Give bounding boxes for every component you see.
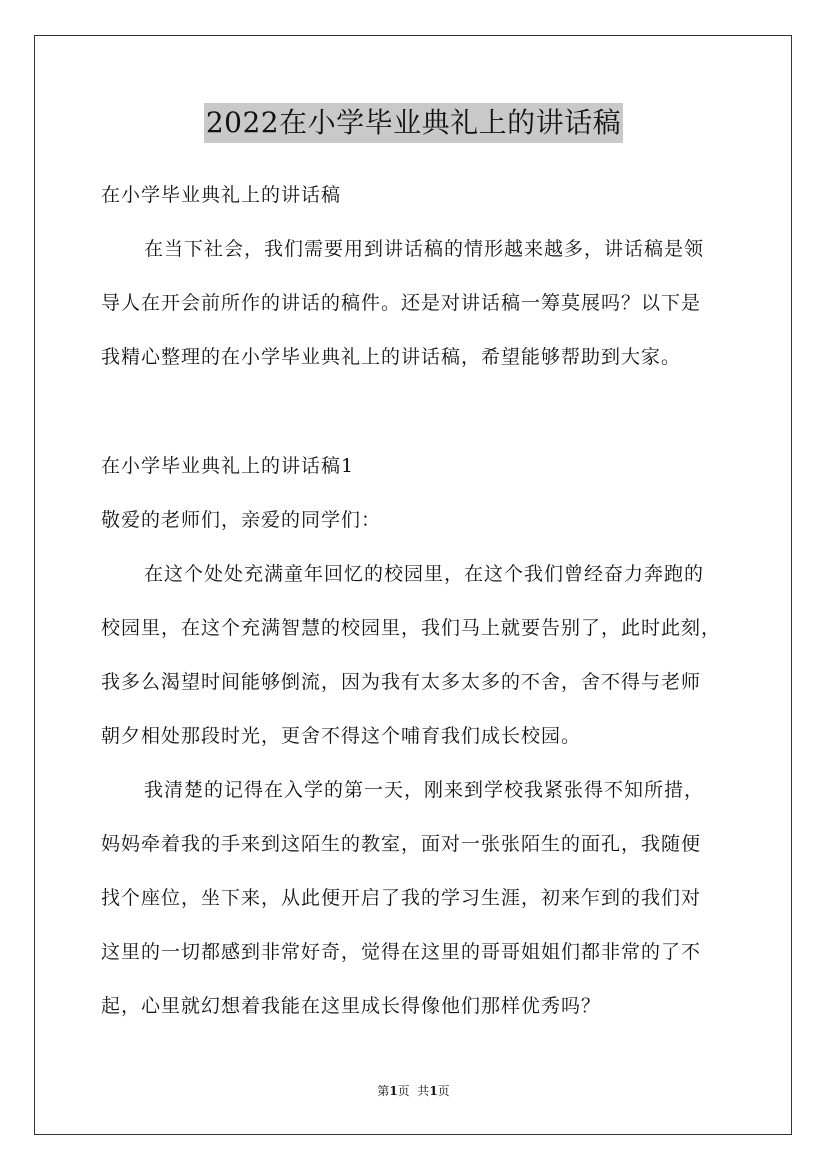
intro-line-3: 我精心整理的在小学毕业典礼上的讲话稿，希望能够帮助到大家。	[101, 346, 682, 368]
footer-suffix: 页	[437, 1084, 450, 1098]
salutation: 敬爱的老师们，亲爱的同学们：	[101, 509, 382, 531]
page-footer	[0, 1083, 827, 1099]
footer-mid: 页 共	[397, 1084, 430, 1098]
paragraph2-line-2: 妈妈牵着我的手来到这陌生的教室，面对一张张陌生的面孔，我随便	[101, 833, 702, 855]
section-heading: 在小学毕业典礼上的讲话稿1	[101, 455, 355, 477]
footer-prefix: 第	[377, 1084, 390, 1098]
paragraph1-line-2: 校园里，在这个充满智慧的校园里，我们马上就要告别了，此时此刻，	[101, 617, 722, 639]
paragraph2-line-4: 这里的一切都感到非常好奇，觉得在这里的哥哥姐姐们都非常的了不	[101, 941, 702, 963]
document-subtitle: 在小学毕业典礼上的讲话稿	[101, 184, 342, 206]
paragraph1-line-1: 在这个处处充满童年回忆的校园里，在这个我们曾经奋力奔跑的	[144, 563, 705, 585]
paragraph2-line-5: 起，心里就幻想着我能在这里成长得像他们那样优秀吗？	[101, 995, 602, 1017]
document-title: 2022在小学毕业典礼上的讲话稿	[204, 103, 623, 143]
title-container	[0, 103, 827, 143]
paragraph2-line-1: 我清楚的记得在入学的第一天，刚来到学校我紧张得不知所措，	[144, 779, 705, 801]
footer-page-total: 1	[429, 1084, 438, 1098]
intro-line-1: 在当下社会，我们需要用到讲话稿的情形越来越多，讲话稿是领	[144, 238, 705, 260]
paragraph1-line-3: 我多么渴望时间能够倒流，因为我有太多太多的不舍，舍不得与老师	[101, 671, 702, 693]
footer-page-current: 1	[389, 1084, 398, 1098]
paragraph2-line-3: 找个座位，坐下来，从此便开启了我的学习生涯，初来乍到的我们对	[101, 887, 702, 909]
paragraph1-line-4: 朝夕相处那段时光，更舍不得这个哺育我们成长校园。	[101, 725, 582, 747]
intro-line-2: 导人在开会前所作的讲话的稿件。还是对讲话稿一筹莫展吗？以下是	[101, 292, 702, 314]
